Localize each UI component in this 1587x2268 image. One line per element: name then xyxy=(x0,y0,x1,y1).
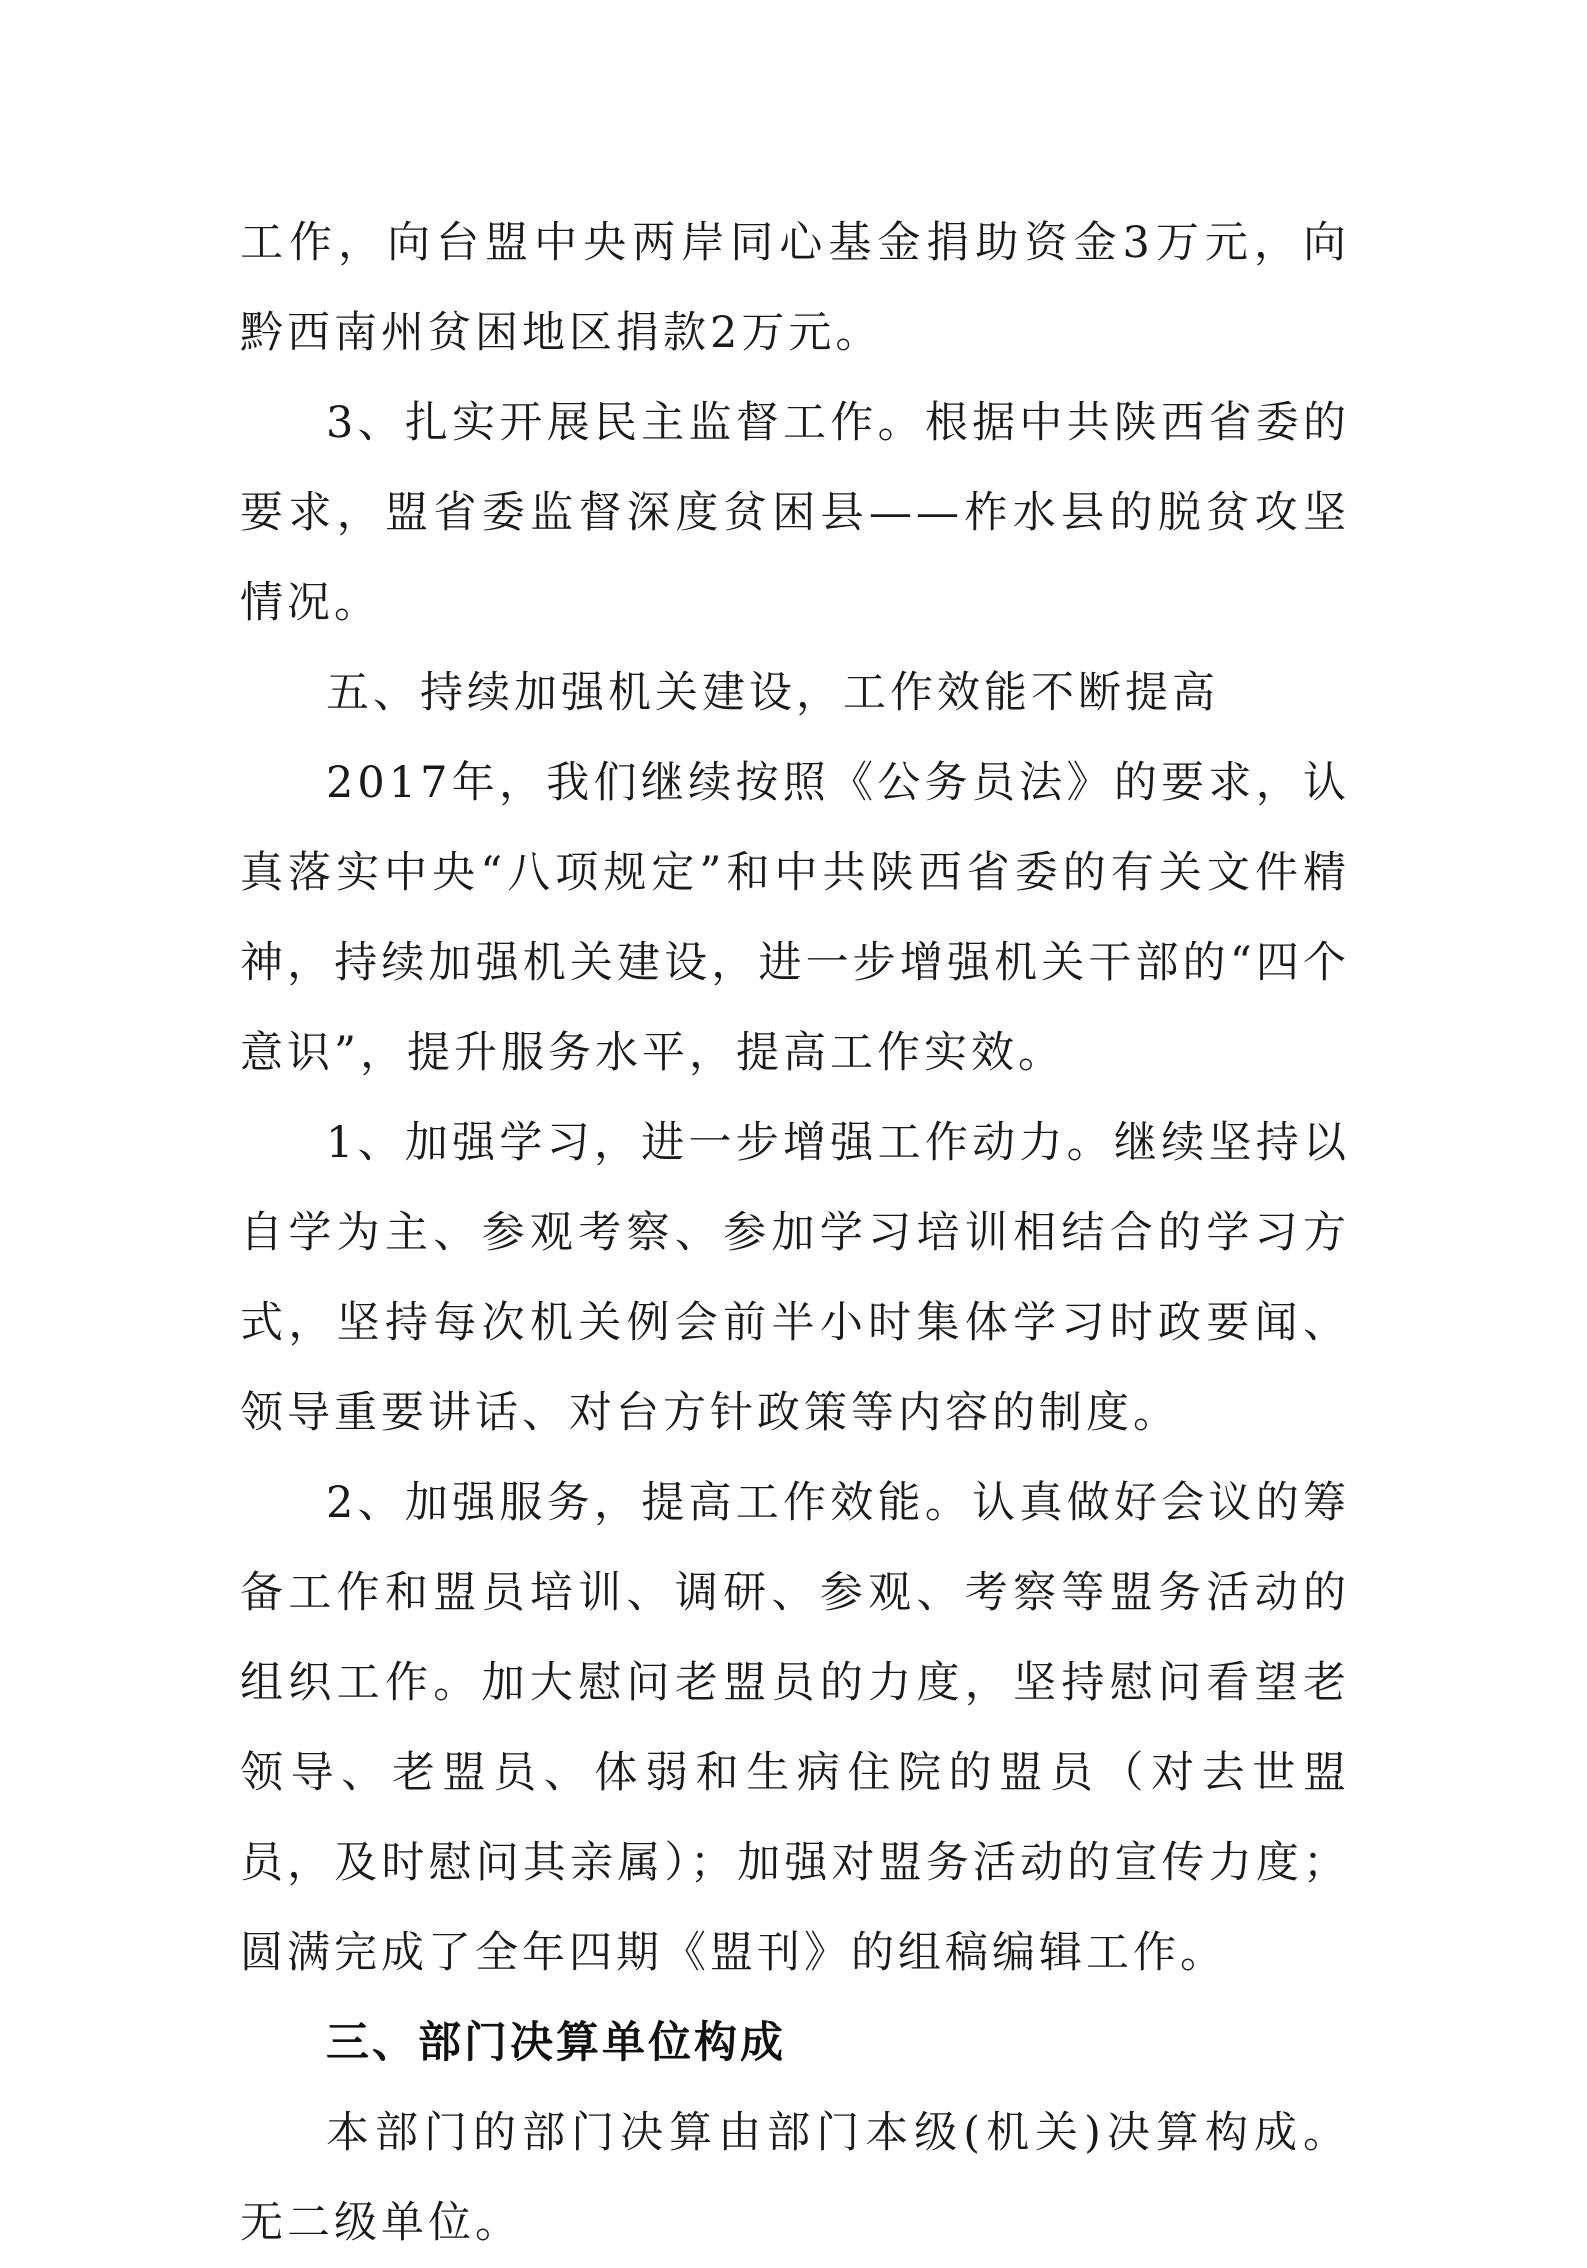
paragraph-strengthen-service: 2、加强服务，提高工作效能。认真做好会议的筹备工作和盟员培训、调研、参观、考察等盟务活动的组织工作。加大慰问老盟员的力度，坚持慰问看望老领导、老盟员、体弱和生病住院的盟员（对去世盟员，及时慰问其亲属）；加强对盟务活动的宣传力度；圆满完成了全年四期《盟刊》的组稿编辑工作。 xyxy=(240,1478,1350,1978)
paragraph-office-building-2017: 2017年，我们继续按照《公务员法》的要求，认真落实中央“八项规定”和中共陕西省委的有关文件精神，持续加强机关建设，进一步增强机关干部的“四个意识”，提升服务水平，提高工作实效。 xyxy=(240,758,1350,1078)
document-body xyxy=(240,198,1350,2268)
heading-unit-composition: 三、部门决算单位构成 xyxy=(326,2018,786,2068)
paragraph-strengthen-learning: 1、加强学习，进一步增强工作动力。继续坚持以自学为主、参观考察、参加学习培训相结合的学习方式，坚持每次机关例会前半小时集体学习时政要闻、领导重要讲话、对台方针政策等内容的制度。 xyxy=(240,1118,1350,1438)
paragraph-unit-composition: 本部门的部门决算由部门本级(机关)决算构成。无二级单位。 xyxy=(240,2108,1350,2248)
paragraph-donation-continued: 工作，向台盟中央两岸同心基金捐助资金3万元，向黔西南州贫困地区捐款2万元。 xyxy=(240,218,1350,358)
section-heading-office-building: 五、持续加强机关建设，工作效能不断提高 xyxy=(326,668,1219,718)
paragraph-democratic-supervision: 3、扎实开展民主监督工作。根据中共陕西省委的要求，盟省委监督深度贫困县——柞水县的脱贫攻坚情况。 xyxy=(240,398,1350,628)
